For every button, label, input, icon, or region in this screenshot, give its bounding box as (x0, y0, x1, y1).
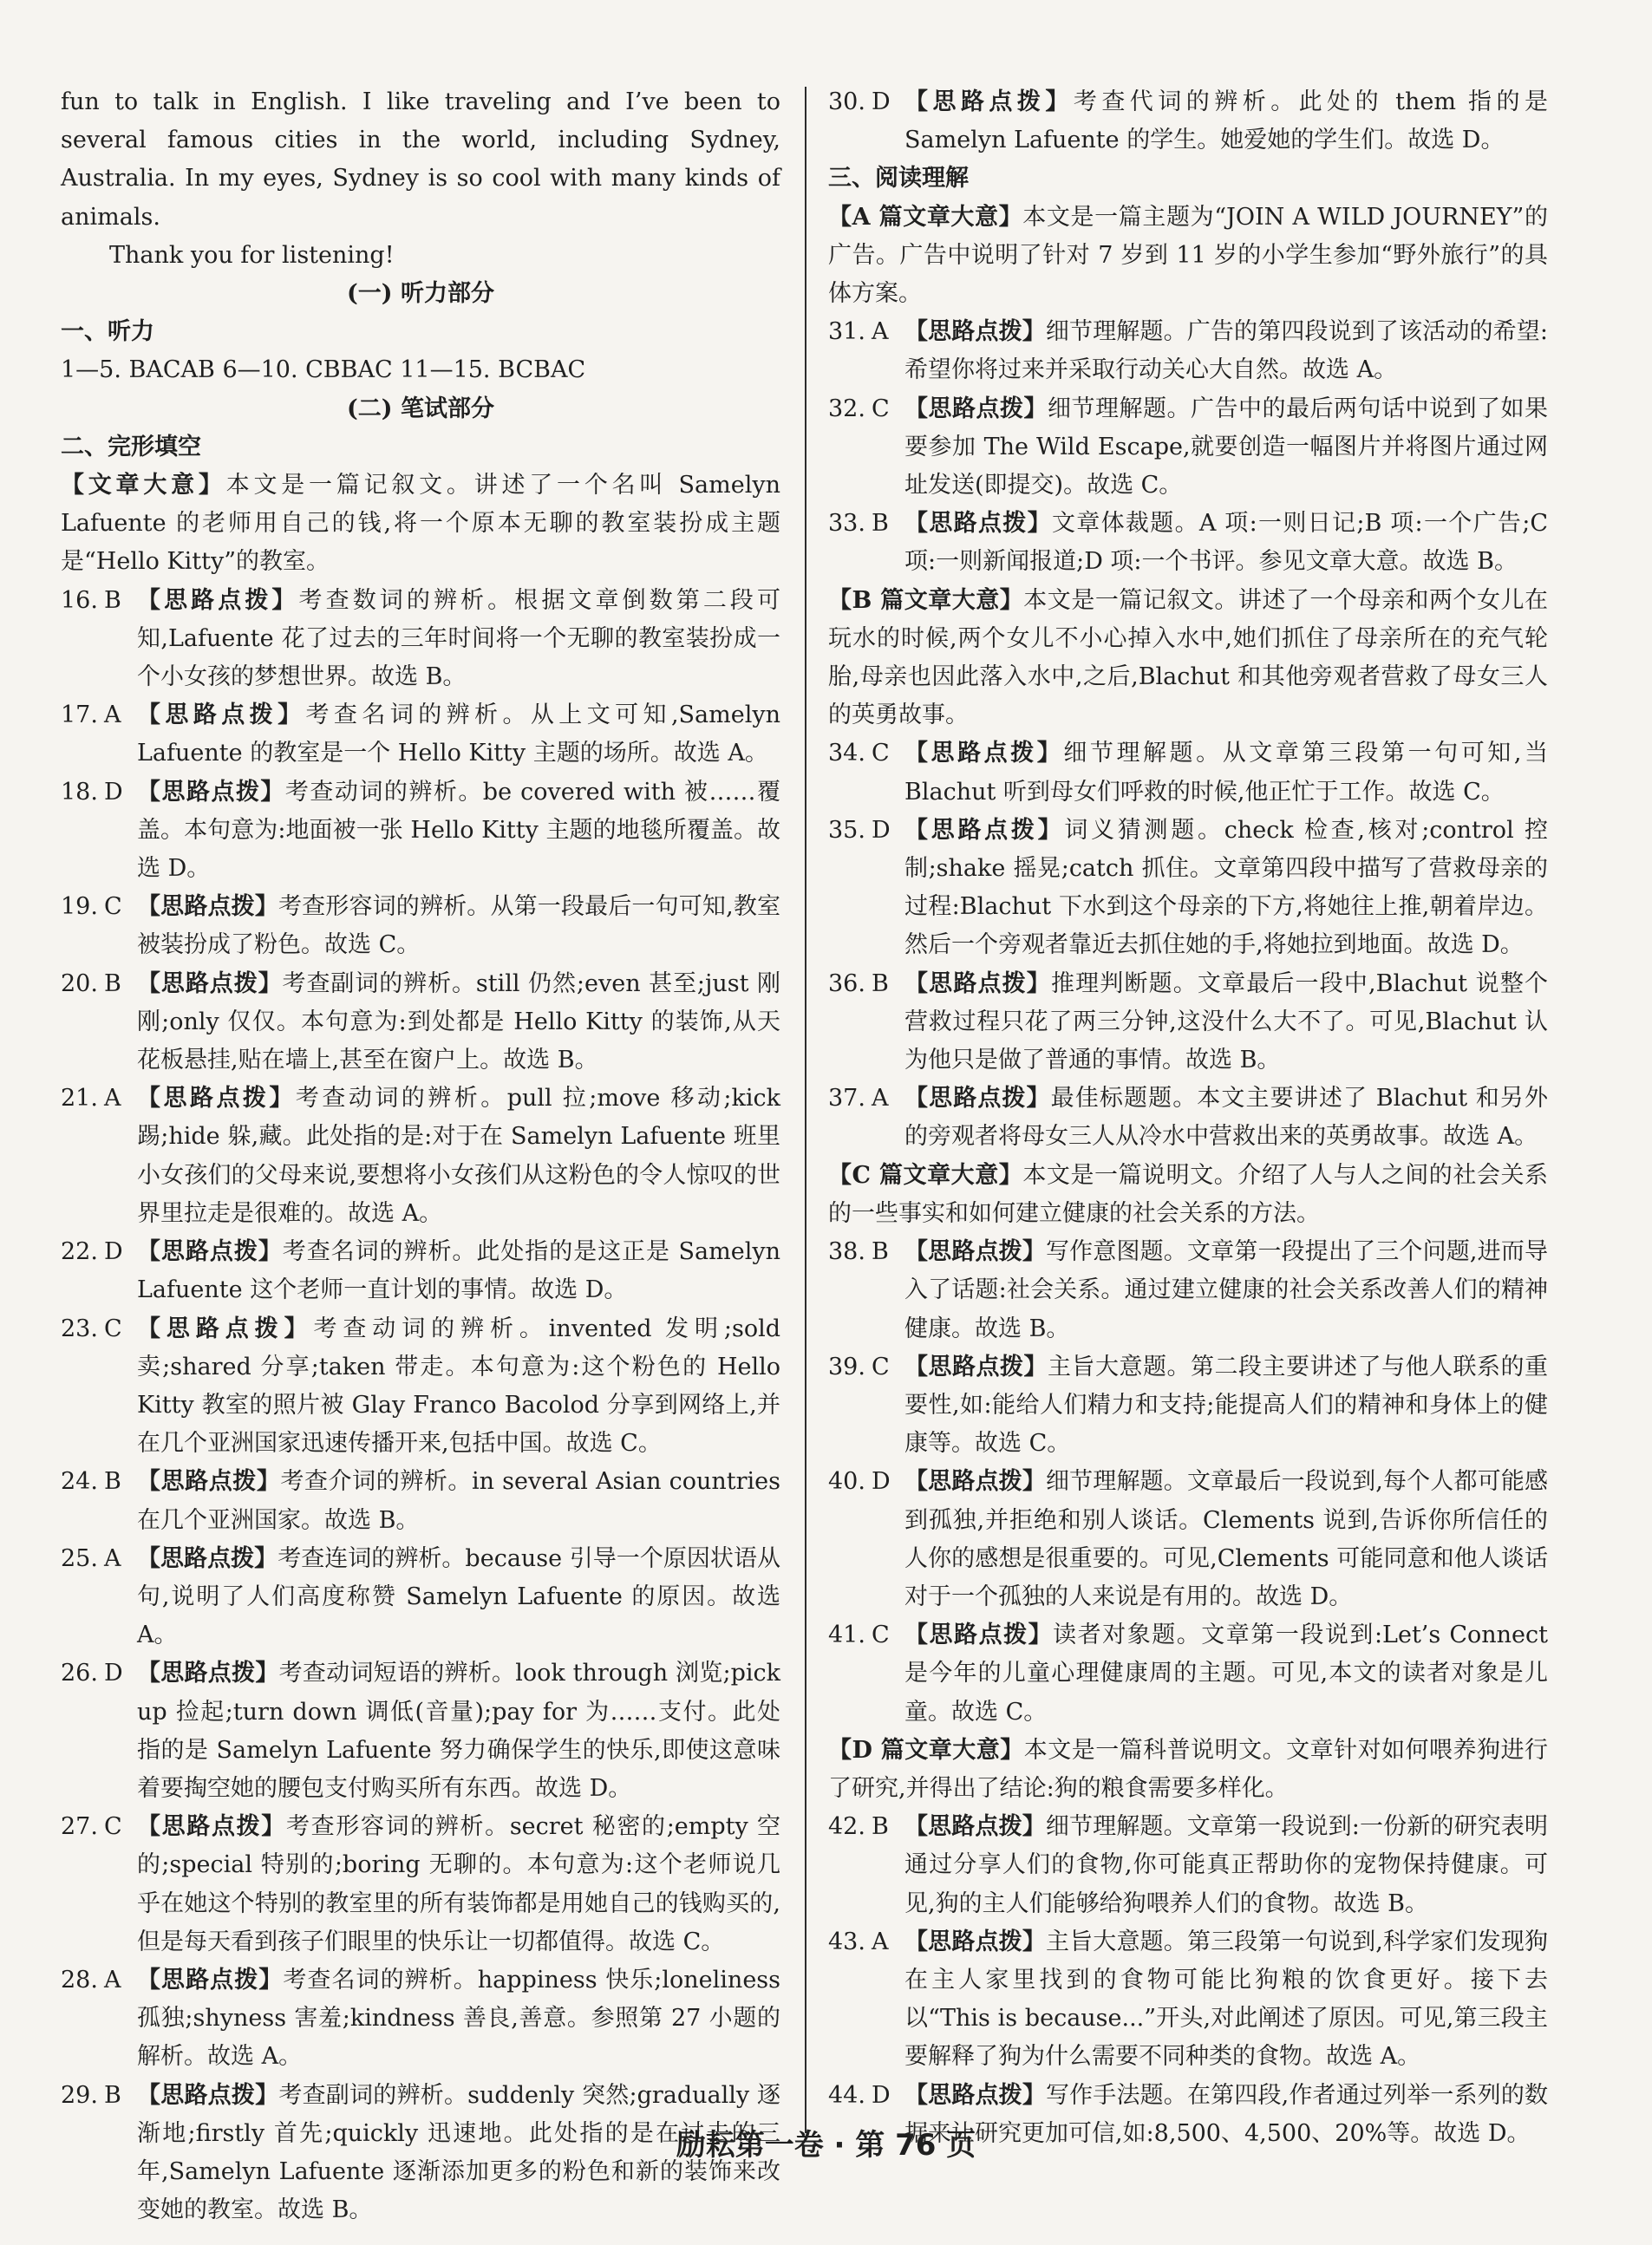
item-explanation: 词义猜测题。check 检查,核对;control 控制;shake 摇晃;catch 抓住。文章第四段中描写了营救母亲的过程:Blachut 下水到这个母亲的下方,将她往上推,朝着岸边。然后一个旁观者靠近去抓住她的手,将她拉到地面。故选 D。 (904, 816, 1549, 959)
answer-item (828, 1923, 1548, 2077)
item-answer: D (104, 1660, 123, 1687)
item-explanation: 细节理解题。文章最后一段说到,每个人都可能感到孤独,并拒绝和别人谈话。Clements 说到,告诉你所信任的人你的感想是很重要的。可见,Clements 可能同意和他人谈话对于一个孤独的人来说是有用的。故选 D。 (904, 1468, 1548, 1610)
passage-summary (828, 1732, 1548, 1808)
item-answer: A (872, 1928, 889, 1955)
item-answer: B (104, 969, 121, 997)
answer-item (828, 505, 1548, 581)
item-answer: D (104, 778, 123, 806)
item-number: 32. (828, 395, 865, 422)
passage-summary (828, 1157, 1548, 1233)
listening-heading: 一、听力 (61, 318, 154, 346)
hint-tag: 【思路点拨】 (904, 88, 1074, 115)
hint-tag: 【思路点拨】 (904, 1813, 1046, 1841)
item-answer: A (104, 1966, 121, 1994)
item-number: 36. (828, 969, 865, 997)
item-answer: B (104, 1468, 121, 1496)
answer-item (828, 734, 1548, 811)
answer-item (61, 1080, 780, 1233)
item-answer: C (104, 1813, 122, 1841)
answer-item (828, 812, 1548, 965)
item-explanation: 主旨大意题。第二段主要讲述了与他人联系的重要性,如:能给人们精力和支持;能提高人们的精神和身体上的健康等。故选 C。 (904, 1353, 1548, 1458)
item-answer: C (872, 1622, 890, 1649)
item-answer: C (104, 893, 122, 921)
answer-item (828, 965, 1548, 1080)
summary-tag: 【文章大意】 (61, 472, 226, 499)
item-explanation: 考查名词的辨析。此处指的是这正是 Samelyn Lafuente 这个老师一直计划的事情。故选 D。 (137, 1238, 780, 1304)
item-explanation: 细节理解题。广告的第四段说到了该活动的希望:希望你将过来并采取行动关心大自然。故选 A。 (904, 318, 1548, 384)
item-number: 41. (828, 1622, 865, 1649)
item-answer: A (104, 702, 121, 729)
item-explanation: 细节理解题。广告中的最后两句话中说到了如果要参加 The Wild Escape,就要创造一幅图片并将图片通过网址发送(即提交)。故选 C。 (904, 395, 1548, 499)
item-answer: B (104, 586, 121, 614)
item-answer: B (872, 1813, 889, 1841)
hint-tag: 【思路点拨】 (904, 395, 1048, 422)
item-explanation: 考查动词的辨析。be covered with 被……覆盖。本句意为:地面被一张 Hello Kitty 主题的地毯所覆盖。故选 D。 (137, 778, 781, 883)
item-number: 42. (828, 1813, 865, 1841)
answer-item (61, 1654, 780, 1808)
item-explanation: 主旨大意题。第三段第一句说到,科学家们发现狗在主人家里找到的食物可能比狗粮的饮食更好。接下去以“This is because...”开头,对此阐述了原因。可见,第三段主要解释了狗为什么需要不同种类的食物。故选 A。 (904, 1928, 1548, 2071)
item-explanation: 考查代词的辨析。此处的 them 指的是 Samelyn Lafuente 的学生。她爱她的学生们。故选 D。 (904, 88, 1548, 154)
item-answer: B (104, 2081, 121, 2109)
hint-tag: 【思路点拨】 (137, 702, 306, 729)
summary-text: 本文是一篇说明文。介绍了人与人之间的社会关系的一些事实和如何建立健康的社会关系的方法。 (828, 1161, 1549, 1227)
item-answer: C (872, 1353, 890, 1380)
item-number: 35. (828, 816, 865, 844)
item-answer: A (104, 1544, 121, 1572)
item-explanation: 考查动词短语的辨析。look through 浏览;pick up 捡起;turn down 调低(音量);pay for 为……支付。此处指的是 Samelyn Lafuente 努力确保学生的快乐,即使这意味着要掏空她的腰包支付购买所有东西。故选 D。 (137, 1660, 780, 1802)
summary-tag: 【B 篇文章大意】 (828, 586, 1024, 614)
intro-paragraph: fun to talk in English. I like traveling and I’ve been to several famous cities in the world, including Sydney, Australia. In my eyes, Sydney is so cool with many kinds of animals. (61, 88, 780, 231)
answer-item (828, 83, 1548, 160)
hint-tag: 【思路点拨】 (137, 893, 278, 921)
hint-tag: 【思路点拨】 (904, 1085, 1051, 1113)
item-number: 30. (828, 88, 865, 115)
hint-tag: 【思路点拨】 (904, 1238, 1046, 1266)
hint-tag: 【思路点拨】 (137, 1315, 314, 1342)
summary-tag: 【A 篇文章大意】 (828, 203, 1023, 231)
answer-item (61, 1463, 780, 1539)
answer-item (828, 1616, 1548, 1732)
item-number: 31. (828, 318, 865, 346)
item-answer: A (104, 1085, 121, 1113)
hint-tag: 【思路点拨】 (137, 778, 285, 806)
hint-tag: 【思路点拨】 (137, 1966, 284, 1994)
hint-tag: 【思路点拨】 (904, 1622, 1054, 1649)
item-number: 23. (61, 1315, 98, 1342)
item-number: 34. (828, 740, 865, 767)
item-number: 40. (828, 1468, 865, 1496)
summary-tag: 【C 篇文章大意】 (828, 1161, 1023, 1189)
item-explanation: 考查动词的辨析。pull 拉;move 移动;kick 踢;hide 躲,藏。此处指的是:对于在 Samelyn Lafuente 班里小女孩们的父母来说,要想将小女孩们从这粉色的令人惊叹的世界里拉走是很难的。故选 A。 (137, 1085, 781, 1227)
cloze-items (61, 582, 780, 2230)
item-answer: D (872, 88, 891, 115)
item-explanation: 考查连词的辨析。because 引导一个原因状语从句,说明了人们高度称赞 Samelyn Lafuente 的原因。故选 A。 (137, 1544, 780, 1649)
answer-item (828, 1348, 1548, 1464)
summary-text: 本文是一篇记叙文。讲述了一个名叫 Samelyn Lafuente 的老师用自己的钱,将一个原本无聊的教室装扮成主题是“Hello Kitty”的教室。 (61, 472, 780, 576)
item-number: 20. (61, 969, 98, 997)
hint-tag: 【思路点拨】 (137, 1238, 283, 1266)
summary-text: 本文是一篇主题为“JOIN A WILD JOURNEY”的广告。广告中说明了针对 7 岁到 11 岁的小学生参加“野外旅行”的具体方案。 (828, 203, 1548, 308)
page-footer: 励耘第一卷 · 第 76 页 (676, 2128, 976, 2163)
column-divider (805, 87, 806, 2133)
item-explanation: 细节理解题。文章第一段说到:一份新的研究表明通过分享人们的食物,你可能真正帮助你的宠物保持健康。可见,狗的主人们能够给狗喂养人们的食物。故选 B。 (904, 1813, 1548, 1917)
item-answer: A (872, 1085, 889, 1113)
answer-item (61, 1310, 780, 1464)
answer-item (61, 1808, 780, 1961)
item-number: 44. (828, 2081, 865, 2109)
item-explanation: 推理判断题。文章最后一段中,Blachut 说整个营救过程只花了两三分钟,这没什么大不了。可见,Blachut 认为他只是做了普通的事情。故选 B。 (904, 969, 1549, 1074)
item-number: 39. (828, 1353, 865, 1380)
item-explanation: 考查介词的辨析。in several Asian countries 在几个亚洲国家。故选 B。 (137, 1468, 781, 1534)
passage-summary (828, 199, 1548, 314)
hint-tag: 【思路点拨】 (137, 1660, 279, 1687)
item-answer: B (872, 510, 889, 538)
left-column (61, 83, 780, 2229)
item-number: 33. (828, 510, 865, 538)
item-answer: C (872, 395, 890, 422)
hint-tag: 【思路点拨】 (904, 1353, 1048, 1380)
item-explanation: 考查形容词的辨析。secret 秘密的;empty 空的;special 特别的;boring 无聊的。本句意为:这个老师说几乎在她这个特别的教室里的所有装饰都是用她自己的钱购买的,但是每天看到孩子们眼里的快乐让一切都值得。故选 C。 (137, 1813, 781, 1955)
right-column (828, 83, 1548, 2153)
answer-item (828, 1463, 1548, 1616)
item-explanation: 考查名词的辨析。从上文可知,Samelyn Lafuente 的教室是一个 Hello Kitty 主题的场所。故选 A。 (137, 702, 780, 767)
item-number: 27. (61, 1813, 98, 1841)
summary-text: 本文是一篇记叙文。讲述了一个母亲和两个女儿在玩水的时候,两个女儿不小心掉入水中,她们抓住了母亲所在的充气轮胎,母亲也因此落入水中,之后,Blachut 和其他旁观者营救了母女三人的英勇故事。 (828, 586, 1548, 729)
item-number: 16. (61, 586, 98, 614)
item-number: 28. (61, 1966, 98, 1994)
item-number: 26. (61, 1660, 98, 1687)
item-number: 19. (61, 893, 98, 921)
section-title-listening: (一) 听力部分 (347, 280, 494, 308)
answer-item (828, 1808, 1548, 1923)
answer-item (61, 965, 780, 1080)
answer-item (61, 888, 780, 964)
item-explanation: 考查动词的辨析。invented 发明;sold 卖;shared 分享;taken 带走。本句意为:这个粉色的 Hello Kitty 教室的照片被 Glay Franco Bacolod 分享到网络上,并在几个亚洲国家迅速传播开来,包括中国。故选 C。 (137, 1315, 781, 1458)
listening-answers: 1—5. BACAB 6—10. CBBAC 11—15. BCBAC (61, 356, 586, 384)
cloze-heading: 二、完形填空 (61, 433, 201, 460)
answer-item (828, 1080, 1548, 1156)
passage-summary (828, 582, 1548, 735)
hint-tag: 【思路点拨】 (904, 1468, 1046, 1496)
item-explanation: 考查副词的辨析。suddenly 突然;gradually 逐渐地;firstly 首先;quickly 迅速地。此处指的是在过去的三年,Samelyn Lafuente 逐渐添加更多的粉色和新的装饰来改变她的教室。故选 B。 (137, 2081, 780, 2224)
item-answer: D (872, 1468, 891, 1496)
cloze-summary (61, 467, 780, 582)
item-explanation: 细节理解题。从文章第三段第一句可知,当 Blachut 听到母女们呼救的时候,他正忙于工作。故选 C。 (904, 740, 1548, 806)
answer-item (828, 390, 1548, 506)
item-number: 25. (61, 1544, 98, 1572)
item-number: 43. (828, 1928, 865, 1955)
item-explanation: 考查副词的辨析。still 仍然;even 甚至;just 刚刚;only 仅仅。本句意为:到处都是 Hello Kitty 的装饰,从天花板悬挂,贴在墙上,甚至在窗户上。故选 B。 (137, 969, 781, 1074)
reading-heading: 三、阅读理解 (828, 165, 969, 193)
item-explanation: 最佳标题题。本文主要讲述了 Blachut 和另外的旁观者将母女三人从冷水中营救出来的英勇故事。故选 A。 (904, 1085, 1548, 1151)
hint-tag: 【思路点拨】 (137, 969, 283, 997)
hint-tag: 【思路点拨】 (137, 1813, 286, 1841)
summary-text: 本文是一篇科普说明文。文章针对如何喂养狗进行了研究,并得出了结论:狗的粮食需要多样化。 (828, 1736, 1548, 1802)
reading-blocks (828, 199, 1548, 2153)
item-explanation: 读者对象题。文章第一段说到:Let’s Connect 是今年的儿童心理健康周的主题。可见,本文的读者对象是儿童。故选 C。 (904, 1622, 1548, 1726)
hint-tag: 【思路点拨】 (137, 2081, 279, 2109)
answer-item (61, 773, 780, 889)
hint-tag: 【思路点拨】 (904, 969, 1051, 997)
item-explanation: 考查名词的辨析。happiness 快乐;loneliness 孤独;shyness 害羞;kindness 善良,善意。参照第 27 小题的解析。故选 A。 (137, 1966, 781, 2071)
item-answer: B (872, 1238, 889, 1266)
answer-item (61, 582, 780, 697)
answer-item (61, 696, 780, 773)
item-number: 38. (828, 1238, 865, 1266)
hint-tag: 【思路点拨】 (904, 510, 1052, 538)
item-explanation: 写作意图题。文章第一段提出了三个问题,进而导入了话题:社会关系。通过建立健康的社会关系改善人们的精神健康。故选 B。 (904, 1238, 1548, 1342)
item-explanation: 考查数词的辨析。根据文章倒数第二段可知,Lafuente 花了过去的三年时间将一个无聊的教室装扮成一个小女孩的梦想世界。故选 B。 (137, 586, 781, 691)
hint-tag: 【思路点拨】 (137, 1544, 278, 1572)
answer-item (61, 1961, 780, 2077)
hint-tag: 【思路点拨】 (137, 1085, 296, 1113)
item-answer: C (104, 1315, 122, 1342)
item-number: 17. (61, 702, 98, 729)
item-answer: D (104, 1238, 123, 1266)
answer-item (828, 313, 1548, 389)
item-explanation: 写作手法题。在第四段,作者通过列举一系列的数据来让研究更加可信,如:8,500、4,500、20%等。故选 D。 (904, 2081, 1548, 2147)
hint-tag: 【思路点拨】 (137, 1468, 281, 1496)
item-answer: A (872, 318, 889, 346)
item-answer: D (872, 2081, 891, 2109)
section-title-written: (二) 笔试部分 (347, 395, 494, 422)
item-number: 37. (828, 1085, 865, 1113)
hint-tag: 【思路点拨】 (904, 816, 1065, 844)
hint-tag: 【思路点拨】 (904, 1928, 1046, 1955)
item-explanation: 考查形容词的辨析。从第一段最后一句可知,教室被装扮成了粉色。故选 C。 (137, 893, 780, 959)
item-answer: B (872, 969, 889, 997)
item-number: 22. (61, 1238, 98, 1266)
hint-tag: 【思路点拨】 (904, 740, 1064, 767)
hint-tag: 【思路点拨】 (137, 586, 299, 614)
item-number: 29. (61, 2081, 98, 2109)
hint-tag: 【思路点拨】 (904, 318, 1046, 346)
answer-item (61, 1233, 780, 1309)
item-answer: C (872, 740, 890, 767)
item-number: 18. (61, 778, 98, 806)
answer-item (828, 1233, 1548, 1348)
item-explanation: 文章体裁题。A 项:一则日记;B 项:一个广告;C 项:一则新闻报道;D 项:一个书评。参见文章大意。故选 B。 (904, 510, 1548, 576)
item-answer: D (872, 816, 891, 844)
answer-item (61, 1540, 780, 1655)
thanks-line: Thank you for listening! (109, 241, 395, 269)
item-number: 21. (61, 1085, 98, 1113)
hint-tag: 【思路点拨】 (904, 2081, 1046, 2109)
item-number: 24. (61, 1468, 98, 1496)
summary-tag: 【D 篇文章大意】 (828, 1736, 1024, 1764)
